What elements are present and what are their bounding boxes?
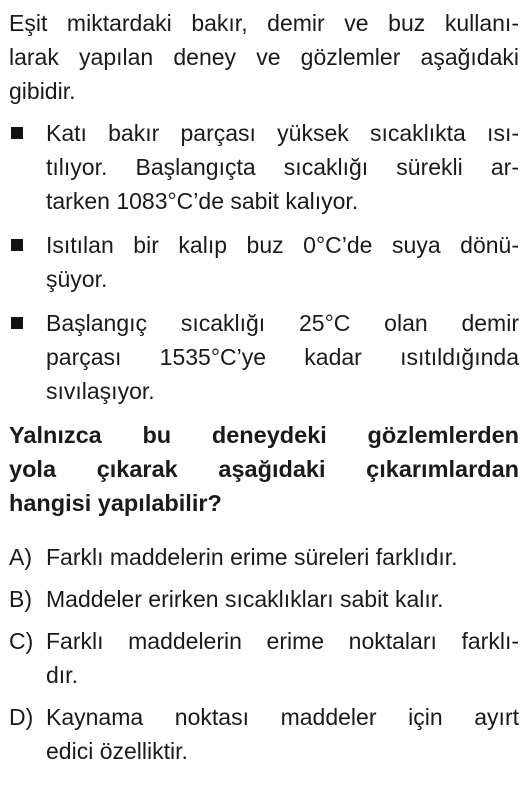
observation-item: [9, 306, 519, 408]
option-text: Maddeler erirken sıcaklıkları sabit kalır.: [46, 586, 444, 612]
square-bullet-icon: [11, 317, 23, 329]
option-letter: A): [9, 544, 32, 570]
answer-option-b[interactable]: [9, 582, 519, 616]
intro-line: larak yapılan deney ve gözlemler aşağıdaki: [9, 44, 519, 70]
intro-line: gibidir.: [9, 78, 76, 104]
observation-line: sıvılaşıyor.: [46, 378, 155, 404]
option-letter: C): [9, 628, 34, 654]
option-text: Farklı maddelerin erime süreleri farklıdır.: [46, 544, 458, 570]
observation-line: Katı bakır parçası yüksek sıcaklıkta ısı-: [46, 120, 519, 146]
option-text: Farklı maddelerin erime noktaları farklı-: [46, 628, 519, 654]
question-stem: [9, 418, 519, 520]
intro-line: Eşit miktardaki bakır, demir ve buz kullanı-: [9, 10, 519, 36]
observation-item: [9, 228, 519, 296]
observation-line: tarken 1083°C’de sabit kalıyor.: [46, 188, 359, 214]
square-bullet-icon: [11, 127, 23, 139]
answer-option-a[interactable]: [9, 540, 519, 574]
observation-item: [9, 116, 519, 218]
option-text: edici özelliktir.: [46, 738, 188, 764]
option-text: Kaynama noktası maddeler için ayırt: [46, 704, 519, 730]
question-page: [9, 6, 519, 776]
question-line: Yalnızca bu deneydeki gözlemlerden: [9, 422, 519, 448]
observation-line: şüyor.: [46, 266, 108, 292]
option-letter: D): [9, 704, 34, 730]
square-bullet-icon: [11, 239, 23, 251]
option-text: dır.: [46, 662, 78, 688]
observation-line: parçası 1535°C’ye kadar ısıtıldığında: [46, 344, 519, 370]
answer-option-c[interactable]: [9, 624, 519, 692]
question-line: hangisi yapılabilir?: [9, 490, 222, 516]
observation-line: Başlangıç sıcaklığı 25°C olan demir: [46, 310, 519, 336]
option-letter: B): [9, 586, 32, 612]
question-line: yola çıkarak aşağıdaki çıkarımlardan: [9, 456, 519, 482]
observation-line: tılıyor. Başlangıçta sıcaklığı sürekli ar-: [46, 154, 519, 180]
answer-option-d[interactable]: [9, 700, 519, 768]
observation-line: Isıtılan bir kalıp buz 0°C’de suya dönü-: [46, 232, 519, 258]
intro-paragraph: [9, 6, 519, 108]
